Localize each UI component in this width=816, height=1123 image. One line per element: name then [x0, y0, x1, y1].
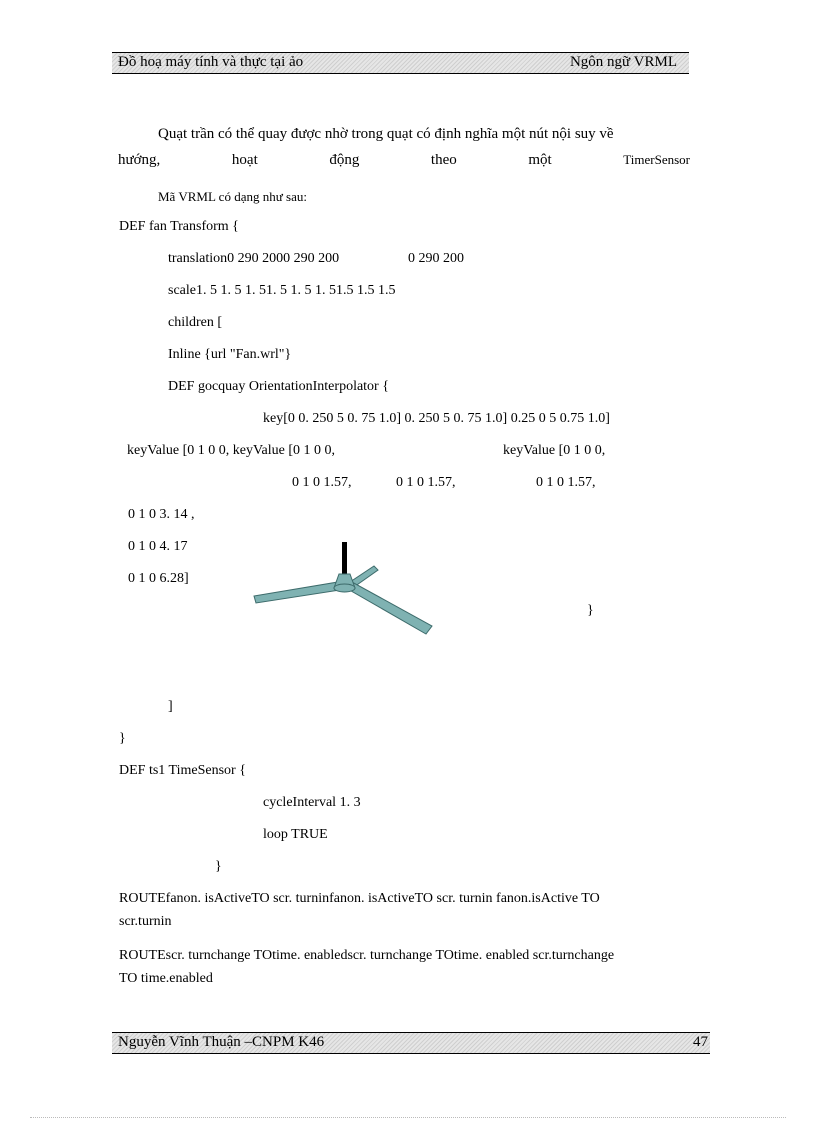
page-footer — [112, 1032, 710, 1054]
code-def-ts1: DEF ts1 TimeSensor { — [119, 763, 246, 778]
code-close-brace: } — [119, 731, 126, 746]
code-children: children [ — [168, 315, 223, 330]
code-rot157-a: 0 1 0 1.57, — [292, 475, 352, 490]
page-header — [112, 52, 689, 74]
code-close-brace-right: } — [587, 603, 594, 618]
header-title: Đồ hoạ máy tính và thực tại ảo — [118, 54, 304, 70]
code-scale: scale1. 5 1. 5 1. 51. 5 1. 5 1. 51.5 1.5 1.5 — [168, 283, 396, 298]
code-cycle: cycleInterval 1. 3 — [263, 795, 361, 810]
intro-word: động — [329, 152, 360, 168]
intro-line-1: Quạt trần có thể quay được nhờ trong quạt có định nghĩa một nút nội suy về — [158, 126, 614, 142]
page-number: 47 — [693, 1034, 708, 1050]
code-def-fan: DEF fan Transform { — [119, 219, 239, 234]
code-route2-b: TO time.enabled — [119, 971, 213, 986]
header-section: Ngôn ngữ VRML — [569, 54, 677, 70]
code-close-bracket: ] — [168, 699, 173, 714]
code-rot417: 0 1 0 4. 17 — [128, 539, 188, 554]
intro-word: TimerSensor — [623, 152, 690, 167]
code-translation: translation0 290 2000 290 200 — [168, 251, 340, 266]
code-rot314: 0 1 0 3. 14 , — [128, 507, 195, 522]
intro-word: một — [528, 152, 552, 168]
code-rot628: 0 1 0 6.28] — [128, 571, 189, 586]
intro-line-3: Mã VRML có dạng như sau: — [158, 189, 307, 204]
fan-blade-left — [254, 582, 340, 603]
fan-rod — [342, 542, 347, 574]
code-key: key[0 0. 250 5 0. 75 1.0] 0. 250 5 0. 75 1.0] 0.25 0 5 0.75 1.0] — [263, 411, 610, 426]
intro-word: hướng, — [118, 152, 161, 168]
intro-line-2 — [118, 152, 690, 169]
page-edge-divider — [30, 1117, 786, 1118]
code-route1-b: scr.turnin — [119, 914, 172, 929]
code-rot157-b: 0 1 0 1.57, — [396, 475, 456, 490]
code-keyvalue-b: keyValue [0 1 0 0, — [503, 443, 606, 458]
code-loop: loop TRUE — [263, 827, 328, 842]
code-keyvalue-a: keyValue [0 1 0 0, keyValue [0 1 0 0, — [127, 443, 336, 458]
fan-blade-front — [346, 582, 432, 634]
code-route1-a: ROUTEfanon. isActiveTO scr. turninfanon. isActiveTO scr. turnin fanon.isActive TO — [119, 891, 600, 906]
intro-word: hoạt — [231, 152, 258, 168]
code-route2-a: ROUTEscr. turnchange TOtime. enabledscr. turnchange TOtime. enabled scr.turnchange — [119, 948, 615, 963]
ceiling-fan-figure — [248, 538, 438, 640]
code-translation-b: 0 290 200 — [408, 251, 464, 266]
code-inline: Inline {url "Fan.wrl"} — [168, 347, 292, 362]
intro-word: theo — [430, 152, 457, 168]
fan-hub-base — [334, 584, 355, 592]
code-def-gocquay: DEF gocquay OrientationInterpolator { — [168, 379, 389, 394]
code-close-brace-2: } — [215, 859, 222, 874]
code-rot157-c: 0 1 0 1.57, — [536, 475, 596, 490]
footer-author: Nguyễn Vĩnh Thuận –CNPM K46 — [118, 1034, 325, 1050]
